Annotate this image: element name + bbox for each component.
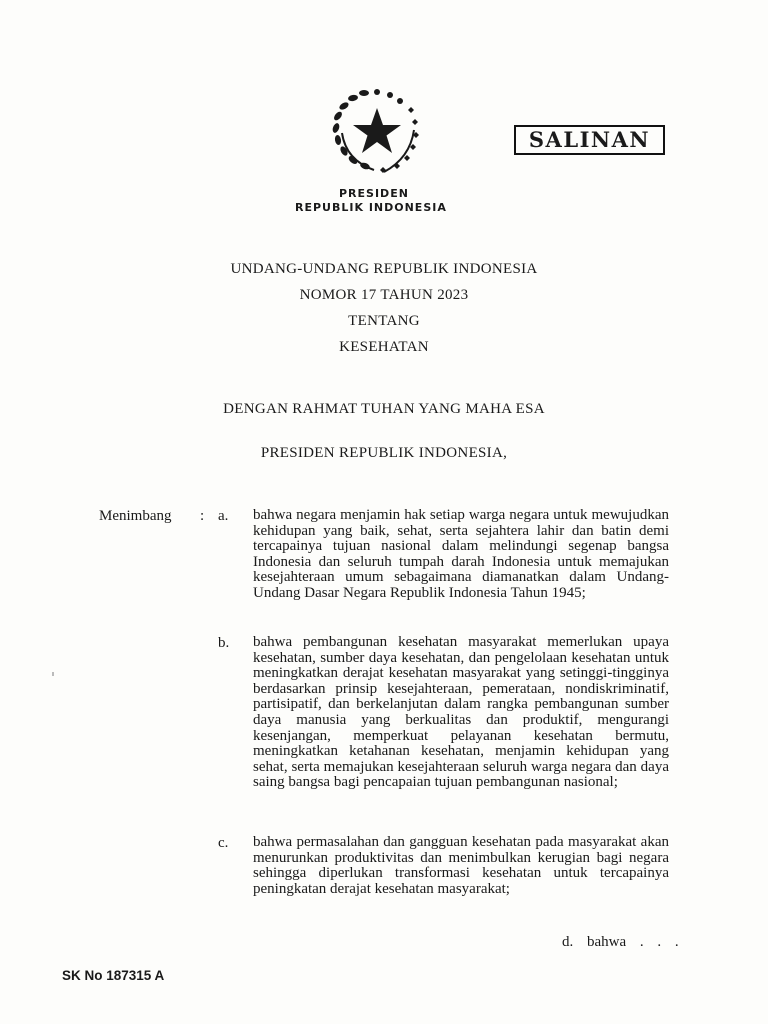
institution-line1: PRESIDEN (339, 187, 409, 200)
salinan-stamp: SALINAN (514, 125, 665, 155)
item-c-letter: c. (218, 835, 229, 851)
institution-line2: REPUBLIK INDONESIA (295, 201, 447, 214)
item-c-text: bahwa permasalahan dan gangguan kesehatan pada masyarakat akan menurunkan produktivitas dan menimbulkan kerugian bagi negara sehingga diperlukan transformasi kesehatan untuk tercapainya peningkatan derajat kesehatan masyarakat; (253, 834, 669, 897)
item-b-text: bahwa pembangunan kesehatan masyarakat memerlukan upaya kesehatan, sumber daya kesehatan, dan pengelolaan kesehatan untuk meningkatkan derajat kesehatan masyarakat yang setinggi-tingginya berdasarkan prinsip kesejahteraan, pemerataan, nondiskriminatif, partisipatif, dan berkelanjutan dalam rangka pembangunan sumber daya manusia yang berkualitas dan produktif, mengurangi kesenjangan, memperkuat pelayanan kesehatan bermutu, meningkatkan ketahanan kesehatan, menjamin kehidupan yang sehat, serta memajukan kesejahteraan seluruh warga negara dan daya saing bangsa bagi pencapaian tujuan pembangunan nasional; (253, 634, 669, 791)
law-subject: KESEHATAN (339, 339, 429, 355)
item-b-letter: b. (218, 635, 230, 651)
law-number: NOMOR 17 TAHUN 2023 (299, 287, 469, 303)
item-a-text: bahwa negara menjamin hak setiap warga negara untuk mewujudkan kehidupan yang baik, sehat, serta sejahtera lahir dan batin demi tercapainya tujuan nasional dalam melindungi segenap bangsa Indonesia dan seluruh tumpah darah Indonesia untuk memajukan kesejahteraan umum sebagaimana diamanatkan dalam Undang-Undang Dasar Negara Republik Indonesia Tahun 1945; (253, 507, 669, 601)
considering-colon: : (200, 508, 205, 524)
law-title-line1: UNDANG-UNDANG REPUBLIK INDONESIA (230, 261, 538, 277)
president-line: PRESIDEN REPUBLIK INDONESIA, (260, 445, 508, 461)
blessing-line: DENGAN RAHMAT TUHAN YANG MAHA ESA (223, 401, 545, 417)
national-emblem-icon (322, 88, 434, 176)
serial-number: SK No 187315 A (62, 968, 165, 983)
law-about: TENTANG (348, 313, 420, 329)
item-a-letter: a. (218, 508, 229, 524)
scan-speck (52, 672, 54, 676)
next-page-catchword: d. bahwa . . . (562, 934, 679, 950)
considering-label: Menimbang (99, 508, 172, 524)
